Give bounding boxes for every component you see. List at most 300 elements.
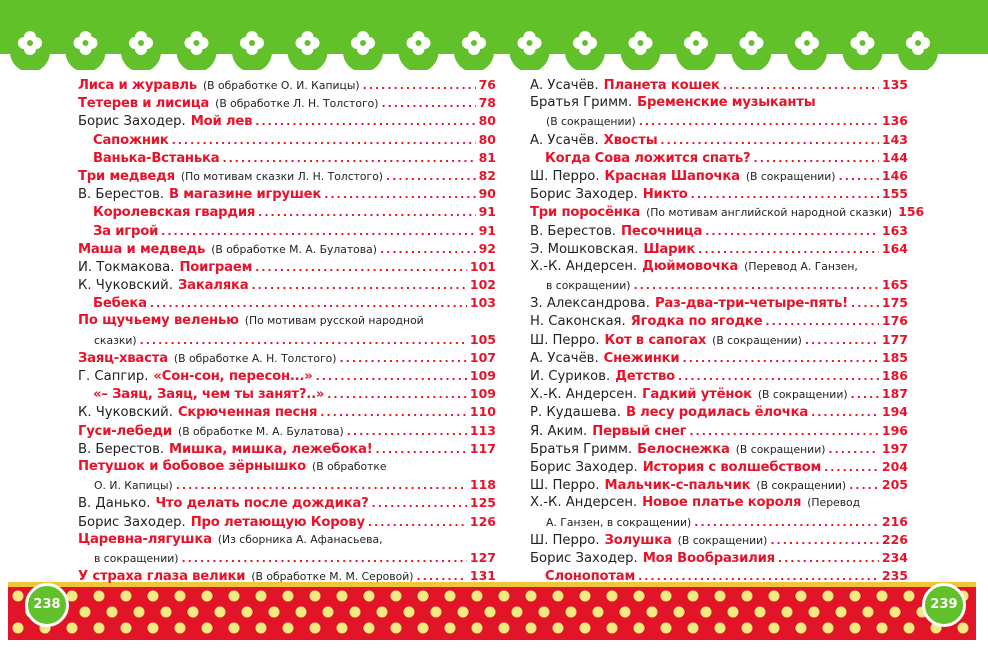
- bottom-polka-border: [8, 582, 976, 640]
- toc-entry: [78, 312, 496, 330]
- page-number-left: 238: [25, 583, 69, 627]
- toc-entry: [78, 349, 496, 367]
- toc-entry: [530, 258, 908, 276]
- entry-author: Братья Гримм.: [530, 95, 633, 111]
- polka-dot: [512, 607, 523, 618]
- entry-page-number: 126: [469, 513, 496, 529]
- polka-dot: [647, 607, 658, 618]
- polka-dot: [742, 591, 753, 602]
- entry-title: «Сон-сон, пересон...»: [153, 369, 313, 384]
- dot-leader: [811, 404, 879, 422]
- polka-dot: [553, 623, 564, 634]
- toc-entry: [530, 149, 908, 167]
- dot-leader: [851, 295, 879, 313]
- entry-page-number: 156: [898, 204, 925, 220]
- polka-dot: [148, 591, 159, 602]
- entry-author: Я. Аким.: [530, 423, 588, 439]
- polka-dot: [391, 591, 402, 602]
- entry-title: Детство: [615, 369, 676, 384]
- polka-dot: [458, 607, 469, 618]
- toc-entry: [530, 403, 908, 421]
- entry-author: К. Чуковский.: [78, 405, 173, 421]
- entry-page-number: 185: [881, 349, 908, 365]
- toc-entry: [530, 276, 908, 294]
- toc-entry: [78, 240, 496, 258]
- polka-dot: [499, 591, 510, 602]
- dot-leader: [805, 332, 879, 350]
- toc-entry: [78, 149, 496, 167]
- entry-title: Снежинки: [603, 350, 680, 366]
- polka-dot: [634, 591, 645, 602]
- entry-page-number: 110: [469, 404, 496, 420]
- toc-entry: [530, 458, 908, 476]
- entry-note: (В сокращении): [546, 115, 636, 129]
- entry-page-number: 127: [469, 549, 496, 565]
- entry-title: Ванька-Встанька: [93, 150, 220, 166]
- entry-page-number: 143: [881, 131, 908, 147]
- entry-page-number: 144: [881, 149, 908, 165]
- entry-title: Гуси-лебеди: [78, 423, 172, 439]
- dot-leader: [828, 441, 878, 459]
- entry-title: Маша и медведь: [78, 241, 206, 257]
- toc-entry: [530, 549, 908, 567]
- dot-leader: [140, 332, 467, 350]
- polka-dot: [539, 607, 550, 618]
- polka-dot: [418, 623, 429, 634]
- entry-title: За игрой: [93, 223, 159, 239]
- toc-entry: [530, 222, 908, 240]
- entry-page-number: 135: [881, 77, 908, 92]
- entry-title: Королевская гвардия: [93, 205, 256, 221]
- dot-leader: [839, 168, 879, 186]
- entry-page-number: 136: [881, 113, 908, 129]
- dot-leader: [150, 295, 467, 313]
- polka-dot: [526, 623, 537, 634]
- entry-author: Ш. Перро.: [530, 532, 600, 548]
- dot-leader: [251, 277, 466, 295]
- polka-dot: [242, 607, 253, 618]
- toc-entry: [530, 94, 908, 112]
- entry-title: Никто: [642, 187, 688, 203]
- entry-page-number: 131: [469, 568, 496, 584]
- polka-dot: [742, 623, 753, 634]
- entry-title: У страха глаза велики: [78, 569, 246, 585]
- polka-dot: [256, 623, 267, 634]
- entry-note: (Перевод А. Ганзен,: [744, 259, 858, 273]
- dot-leader: [255, 259, 467, 277]
- entry-note: в сокращении): [94, 551, 179, 565]
- entry-page-number: 125: [469, 495, 496, 511]
- polka-dot: [593, 607, 604, 618]
- dot-leader: [324, 186, 475, 204]
- polka-dot: [161, 607, 172, 618]
- entry-note: (По мотивам английской народной сказки): [646, 206, 893, 220]
- polka-dot: [850, 591, 861, 602]
- polka-dot: [148, 623, 159, 634]
- toc-entry: [78, 76, 496, 94]
- toc-entry: [530, 131, 908, 149]
- polka-dot: [580, 591, 591, 602]
- toc-entry: [530, 567, 908, 585]
- entry-note: (В сокращении): [757, 388, 848, 402]
- entry-author: Н. Саконская.: [530, 314, 626, 330]
- entry-author: Х.-К. Андерсен.: [530, 387, 638, 403]
- entry-title: Гадкий утёнок: [642, 387, 752, 403]
- entry-note: (По мотивам сказки Л. Н. Толстого): [180, 169, 384, 183]
- entry-author: Борис Заходер.: [530, 459, 638, 475]
- entry-author: Ш. Перро.: [530, 332, 600, 348]
- entry-note: (В сокращении): [677, 533, 768, 547]
- entry-title: Бременские музыканты: [637, 95, 816, 111]
- entry-title: Бебека: [93, 296, 147, 312]
- entry-page-number: 90: [478, 186, 496, 202]
- entry-title: Ягодка по ягодке: [630, 314, 763, 330]
- entry-title: Закаляка: [177, 278, 249, 294]
- polka-dot: [350, 607, 361, 618]
- entry-page-number: 155: [881, 186, 908, 202]
- entry-page-number: 204: [881, 458, 908, 474]
- polka-dot: [688, 623, 699, 634]
- entry-title: Хвосты: [603, 132, 658, 148]
- toc-entry: [78, 476, 496, 494]
- entry-page-number: 175: [881, 295, 908, 311]
- entry-title: Царевна-лягушка: [78, 531, 212, 547]
- dot-leader: [705, 223, 879, 241]
- dot-leader: [849, 477, 879, 495]
- entry-title: Белоснежка: [637, 441, 730, 457]
- polka-dot: [661, 591, 672, 602]
- polka-dot: [13, 623, 24, 634]
- polka-dot: [661, 623, 672, 634]
- entry-author: Р. Кудашева.: [530, 405, 621, 421]
- entry-page-number: 176: [881, 313, 908, 329]
- toc-entry: [78, 403, 496, 421]
- entry-title: В магазине игрушек: [169, 187, 322, 203]
- polka-dot: [418, 591, 429, 602]
- polka-dot: [175, 591, 186, 602]
- polka-dot: [364, 591, 375, 602]
- polka-dot: [134, 607, 145, 618]
- polka-dot: [526, 591, 537, 602]
- entry-title: Мой лев: [190, 114, 253, 130]
- entry-page-number: 194: [881, 404, 908, 420]
- entry-page-number: 165: [881, 277, 908, 293]
- entry-page-number: 101: [469, 258, 496, 274]
- entry-title: Мишка, мишка, лежебока!: [169, 441, 373, 457]
- entry-author: Борис Заходер.: [530, 187, 638, 203]
- polka-dot: [67, 623, 78, 634]
- entry-page-number: 82: [478, 167, 496, 183]
- dot-leader: [723, 77, 879, 95]
- toc-entry: [530, 422, 908, 440]
- toc-entry: [78, 294, 496, 312]
- toc-entry: [530, 185, 908, 203]
- entry-author: И. Суриков.: [530, 369, 611, 384]
- toc-entry: [530, 76, 908, 94]
- polka-dot: [674, 607, 685, 618]
- polka-dot: [796, 591, 807, 602]
- dot-leader: [678, 368, 879, 386]
- toc-entry: [530, 240, 908, 258]
- toc-entry: [530, 531, 908, 549]
- polka-dot: [256, 591, 267, 602]
- polka-dot: [445, 591, 456, 602]
- toc-entry: [530, 294, 908, 312]
- entry-title: По щучьему веленью: [78, 313, 239, 329]
- entry-page-number: 91: [478, 204, 496, 220]
- toc-entry: [530, 203, 925, 221]
- entry-page-number: 226: [881, 531, 908, 547]
- entry-page-number: 107: [469, 349, 496, 365]
- polka-dot: [580, 623, 591, 634]
- entry-title: Новое платье короля: [642, 495, 802, 511]
- entry-title: Когда Сова ложится спать?: [545, 150, 751, 166]
- entry-author: В. Данько.: [78, 496, 151, 512]
- entry-title: Про летающую Корову: [190, 514, 365, 530]
- polka-dot: [809, 607, 820, 618]
- dot-leader: [416, 568, 466, 586]
- entry-author: Г. Сапгир.: [78, 369, 149, 384]
- polka-dot: [377, 607, 388, 618]
- dot-leader: [372, 495, 467, 513]
- toc-entry: [78, 440, 496, 458]
- entry-page-number: 80: [478, 131, 496, 147]
- polka-dot: [688, 591, 699, 602]
- toc-entry: [78, 222, 496, 240]
- polka-dot: [620, 607, 631, 618]
- dot-leader: [633, 277, 878, 295]
- entry-page-number: 216: [881, 513, 908, 529]
- entry-title: Заяц-хваста: [78, 350, 168, 366]
- entry-title: Планета кошек: [603, 78, 720, 93]
- entry-note: (В обработке А. Н. Толстого): [173, 351, 337, 365]
- polka-dot: [229, 623, 240, 634]
- toc-entry: [78, 185, 496, 203]
- dot-leader: [161, 223, 475, 241]
- toc-entry: [78, 331, 496, 349]
- entry-author: Ш. Перро.: [530, 168, 600, 184]
- toc-entry: [530, 331, 908, 349]
- entry-page-number: 117: [469, 440, 496, 456]
- polka-dot: [188, 607, 199, 618]
- polka-dot: [175, 623, 186, 634]
- polka-dot: [472, 623, 483, 634]
- polka-dot: [94, 623, 105, 634]
- entry-title: В лесу родилась ёлочка: [625, 405, 809, 421]
- toc-entry: [78, 367, 496, 385]
- entry-title: Первый снег: [592, 423, 687, 439]
- polka-dot: [310, 623, 321, 634]
- dot-leader: [689, 423, 879, 441]
- entry-note: в сокращении): [546, 279, 631, 293]
- entry-note: сказки): [94, 333, 137, 347]
- entry-author: Х.-К. Андерсен.: [530, 495, 638, 511]
- toc-entry: [78, 567, 496, 585]
- dot-leader: [172, 132, 476, 150]
- polka-dot: [283, 591, 294, 602]
- polka-dot: [566, 607, 577, 618]
- entry-note: (В сокращении): [745, 169, 836, 183]
- entry-page-number: 205: [881, 477, 908, 493]
- polka-dot: [80, 607, 91, 618]
- entry-author: А. Усачёв.: [530, 78, 599, 93]
- entry-author: Х.-К. Андерсен.: [530, 258, 638, 274]
- entry-title: Что делать после дождика?: [155, 496, 369, 512]
- polka-dot: [836, 607, 847, 618]
- entry-author: В. Берестов.: [78, 441, 165, 457]
- polka-dot: [715, 623, 726, 634]
- contents-column-right: [530, 76, 925, 585]
- polka-dot: [107, 607, 118, 618]
- toc-entry: [78, 94, 496, 112]
- polka-dot: [121, 623, 132, 634]
- entry-page-number: 118: [469, 477, 496, 493]
- entry-title: Слонопотам: [545, 569, 636, 585]
- polka-dot: [323, 607, 334, 618]
- polka-dot: [337, 623, 348, 634]
- polka-dot: [782, 607, 793, 618]
- entry-title: История с волшебством: [642, 459, 822, 475]
- dot-leader: [181, 550, 466, 568]
- entry-note: (Перевод: [807, 496, 861, 510]
- entry-page-number: 81: [478, 149, 496, 165]
- polka-dot: [904, 623, 915, 634]
- dot-leader: [222, 150, 475, 168]
- polka-dot: [823, 623, 834, 634]
- entry-note: (В обработке М. М. Серовой): [251, 570, 414, 584]
- entry-page-number: 164: [881, 240, 908, 256]
- entry-title: Скрюченная песня: [177, 405, 318, 421]
- toc-entry: [530, 385, 908, 403]
- entry-title: Песочница: [621, 223, 703, 239]
- polka-dot: [364, 623, 375, 634]
- dot-leader: [258, 204, 475, 222]
- toc-entry: [78, 276, 496, 294]
- entry-note: (В обработке: [312, 459, 387, 473]
- toc-entry: [530, 367, 908, 385]
- entry-page-number: 109: [469, 386, 496, 402]
- toc-entry: [530, 440, 908, 458]
- toc-entry: [530, 513, 908, 531]
- polka-dot: [701, 607, 712, 618]
- polka-dot: [269, 607, 280, 618]
- entry-note: (В сокращении): [712, 333, 802, 347]
- entry-title: Лиса и журавль: [78, 78, 197, 93]
- toc-entry: [78, 203, 496, 221]
- entry-author: К. Чуковский.: [78, 278, 173, 294]
- entry-page-number: 103: [469, 295, 496, 311]
- entry-page-number: 113: [469, 422, 496, 438]
- entry-note: (По мотивам русской народной: [244, 314, 424, 328]
- toc-entry: [78, 112, 496, 130]
- entry-title: Тетерев и лисица: [78, 96, 210, 112]
- entry-title: Шарик: [643, 241, 696, 257]
- polka-dot: [634, 623, 645, 634]
- toc-entry: [78, 167, 496, 185]
- entry-author: З. Александрова.: [530, 296, 650, 312]
- entry-note: (В обработке Л. Н. Толстого): [215, 97, 379, 111]
- entry-author: А. Усачёв.: [530, 132, 599, 148]
- entry-author: И. Токмакова.: [78, 259, 175, 275]
- dot-leader: [698, 241, 879, 259]
- entry-page-number: 102: [469, 277, 496, 293]
- dot-leader: [368, 514, 467, 532]
- dot-leader: [765, 313, 879, 331]
- dot-leader: [638, 568, 879, 586]
- toc-entry: [78, 458, 496, 476]
- dot-leader: [660, 132, 878, 150]
- dot-leader: [176, 477, 467, 495]
- entry-title: «– Заяц, Заяц, чем ты занят?..»: [93, 387, 325, 403]
- polka-dot: [796, 623, 807, 634]
- dot-leader: [255, 113, 475, 131]
- dot-leader: [376, 441, 467, 459]
- entry-page-number: 92: [478, 240, 496, 256]
- polka-dot: [229, 591, 240, 602]
- toc-entry: [78, 494, 496, 512]
- dot-leader: [694, 514, 879, 532]
- entry-note: (В сокращении): [735, 442, 826, 456]
- entry-title: Дюймовочка: [642, 258, 739, 274]
- dot-leader: [380, 241, 476, 259]
- polka-dot: [728, 607, 739, 618]
- polka-dot: [94, 591, 105, 602]
- polka-dot: [445, 623, 456, 634]
- polka-dot: [121, 591, 132, 602]
- page-number-right: 239: [922, 583, 966, 627]
- entry-page-number: 187: [881, 386, 908, 402]
- entry-author: Борис Заходер.: [78, 514, 186, 530]
- polka-dot: [769, 591, 780, 602]
- polka-dot: [485, 607, 496, 618]
- entry-note: (В обработке М. А. Булатова): [177, 424, 344, 438]
- entry-author: Борис Заходер.: [530, 550, 638, 566]
- polka-dot: [215, 607, 226, 618]
- polka-dot: [202, 623, 213, 634]
- toc-entry: [530, 312, 908, 330]
- polka-dot: [715, 591, 726, 602]
- polka-dot: [404, 607, 415, 618]
- entry-note: А. Ганзен, в сокращении): [546, 515, 692, 529]
- dot-leader: [691, 186, 879, 204]
- polka-dot: [13, 591, 24, 602]
- entry-page-number: 91: [478, 222, 496, 238]
- dot-leader: [754, 150, 879, 168]
- entry-title: Петушок и бобовое зёрнышко: [78, 458, 307, 474]
- entry-author: В. Берестов.: [78, 187, 165, 203]
- entry-page-number: 80: [478, 113, 496, 129]
- entry-title: Мальчик-с-пальчик: [604, 478, 751, 494]
- polka-dot: [769, 623, 780, 634]
- entry-author: Борис Заходер.: [78, 114, 186, 130]
- entry-author: А. Усачёв.: [530, 350, 599, 366]
- dot-leader: [347, 423, 467, 441]
- entry-title: Три медведя: [78, 168, 175, 184]
- polka-dot: [904, 591, 915, 602]
- polka-dot: [391, 623, 402, 634]
- dot-leader: [316, 368, 467, 386]
- entry-note: (Из сборника А. Афанасьева,: [217, 532, 383, 546]
- entry-author: Братья Гримм.: [530, 441, 633, 457]
- polka-dot: [283, 623, 294, 634]
- toc-entry: [78, 549, 496, 567]
- toc-entry: [78, 385, 496, 403]
- entry-note: (В обработке О. И. Капицы): [202, 79, 360, 92]
- dot-leader: [778, 550, 879, 568]
- entry-page-number: 163: [881, 222, 908, 238]
- polka-dot: [890, 607, 901, 618]
- contents-column-left: [78, 76, 496, 585]
